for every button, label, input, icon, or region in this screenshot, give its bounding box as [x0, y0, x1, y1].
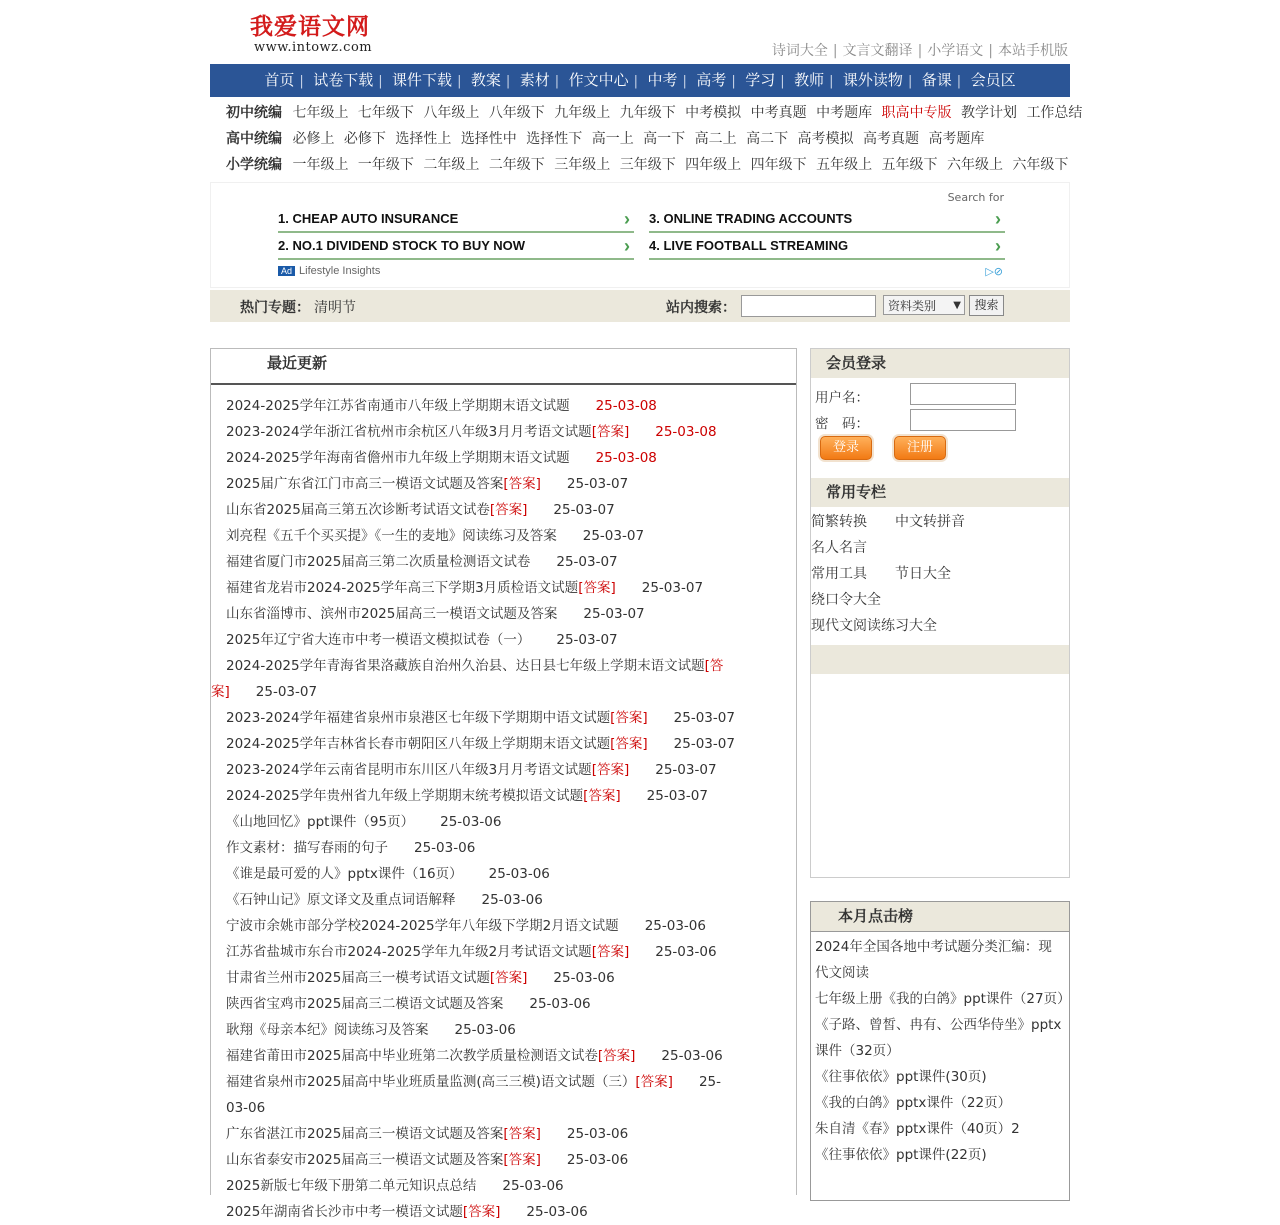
answer-link[interactable]: [答案] [610, 710, 648, 726]
hot-topic-link[interactable]: 清明节 [314, 300, 356, 316]
recent-item-title[interactable]: 2023-2024学年云南省昆明市东川区八年级3月月考语文试题 [226, 762, 592, 778]
recent-item [211, 523, 796, 549]
columns-row [811, 535, 1069, 561]
answer-link-text: 答案 [508, 476, 536, 492]
columns-list [811, 507, 1069, 645]
nav-divider: | [633, 74, 639, 89]
recent-item-title[interactable]: 江苏省盐城市东台市2024-2025学年九年级2月考试语文试题 [226, 944, 592, 960]
answer-link-text: 答案 [596, 424, 624, 440]
cat-link[interactable]: 四年级下 [750, 157, 807, 173]
divider: | [832, 43, 838, 59]
recent-list [211, 385, 796, 1225]
cat-link[interactable]: 二年级上 [423, 157, 480, 173]
recent-item [211, 1147, 796, 1173]
recent-item [211, 783, 796, 809]
answer-link[interactable]: [答案] [489, 502, 528, 518]
ad-sponsor[interactable]: Lifestyle Insights [299, 265, 381, 277]
password-input[interactable] [910, 409, 1016, 431]
cat-link[interactable]: 高考模拟 [797, 131, 854, 147]
recent-item-date: 25-03-06 [440, 814, 502, 830]
recent-item [211, 991, 796, 1017]
cat-link[interactable]: 一年级下 [357, 157, 414, 173]
search-input[interactable] [741, 295, 876, 317]
recent-item [211, 1043, 796, 1069]
nav-divider: | [956, 74, 962, 89]
right-sidebar [810, 348, 1071, 1163]
cat-link[interactable]: 高二上 [694, 131, 737, 147]
answer-link[interactable]: [答案] [503, 1126, 541, 1142]
recent-item [211, 497, 796, 523]
recent-item-title[interactable]: 2024-2025学年吉林省长春市朝阳区八年级上学期期末语文试题 [226, 736, 611, 752]
hot-topics-label: 热门专题： [240, 300, 310, 316]
recent-item-date: 25-03-06 [414, 840, 476, 856]
answer-link[interactable]: [答案] [489, 970, 528, 986]
recent-item-date: 25-03-07 [566, 476, 629, 492]
toplink-classical-translation[interactable]: 文言文翻译 [842, 43, 913, 59]
cat-link-highlight[interactable]: 职高中专版 [881, 105, 952, 121]
recent-item-date: 25-03-06 [644, 918, 706, 934]
recent-item-date: 25-03-07 [673, 710, 735, 726]
rank-title: 本月点击榜 [811, 902, 1069, 932]
rank-list [811, 932, 1069, 1168]
nav-lesson-plans[interactable]: 教案 [470, 71, 501, 89]
recent-item-title[interactable]: 福建省龙岩市2024-2025学年高三下学期3月质检语文试题 [226, 580, 579, 596]
nav-divider: | [731, 74, 736, 89]
cat-link[interactable]: 选择性下 [526, 131, 583, 147]
cat-link[interactable]: 五年级下 [881, 157, 938, 173]
recent-item-title[interactable]: 《石钟山记》原文译文及重点词语解释 [226, 892, 456, 908]
recent-item-date: 25-03-07 [556, 632, 618, 648]
nav-divider: | [829, 74, 834, 89]
recent-item [211, 653, 796, 705]
recent-item-date: 25-03-06 [454, 1022, 516, 1038]
recent-item-title[interactable]: 《山地回忆》ppt课件（95页） [226, 814, 415, 830]
recent-item-date: 25-03-06 [566, 1152, 629, 1168]
cat-head: 高中统编 [226, 131, 282, 147]
column-link[interactable]: 名人名言 [811, 540, 867, 556]
cat-row-junior [210, 100, 1083, 126]
recent-item [211, 835, 796, 861]
site-logo[interactable] [250, 8, 390, 60]
main-nav [210, 64, 1070, 97]
password-label: 密 码： [815, 416, 869, 432]
top-links [772, 40, 1068, 60]
answer-link[interactable]: [答案] [597, 1048, 636, 1064]
columns-title: 常用专栏 [811, 478, 1069, 507]
recent-item-date: 25-03-06 [502, 1178, 564, 1194]
recent-item-title[interactable]: 2024-2025学年青海省果洛藏族自治州久治县、达日县七年级上学期末语文试题 [226, 658, 705, 674]
column-link[interactable]: 中文转拼音 [895, 514, 965, 530]
recent-item-date: 25-03-07 [655, 762, 717, 778]
cat-link[interactable]: 高二下 [746, 131, 789, 147]
divider: | [988, 43, 993, 59]
cat-link[interactable]: 高一上 [591, 131, 634, 147]
column-link[interactable]: 常用工具 [811, 566, 867, 582]
nav-home[interactable]: 首页 [264, 71, 295, 89]
nav-divider: | [457, 74, 462, 89]
cat-link[interactable]: 三年级上 [554, 157, 611, 173]
recent-item [211, 731, 796, 757]
rank-item[interactable]: 七年级上册《我的白鸽》ppt课件（27页） [815, 991, 1071, 1007]
cat-link[interactable]: 七年级上 [292, 105, 349, 121]
cat-link[interactable]: 必修下 [343, 131, 386, 147]
recent-item-title[interactable]: 耿翔《母亲本纪》阅读练习及答案 [226, 1022, 429, 1038]
answer-link-text: 答案 [640, 1074, 668, 1090]
nav-courseware[interactable]: 课件下载 [392, 71, 453, 89]
recent-item-title[interactable]: 2024-2025学年海南省儋州市九年级上学期期末语文试题 [226, 450, 570, 466]
nav-study[interactable]: 学习 [745, 71, 776, 89]
answer-link[interactable]: [答案] [591, 762, 630, 778]
recent-item-title[interactable]: 2025年辽宁省大连市中考一模语文模拟试卷（一） [226, 632, 531, 648]
rank-item[interactable]: 朱自清《春》pptx课件（40页）2 [815, 1121, 1020, 1137]
recent-item-date: 25-03-07 [553, 502, 615, 518]
column-link[interactable]: 节日大全 [895, 566, 951, 582]
nav-divider: | [505, 74, 511, 89]
ad-link-text: 2. NO.1 DIVIDEND STOCK TO BUY NOW [278, 238, 526, 253]
cat-link[interactable]: 一年级上 [292, 157, 349, 173]
cat-link[interactable]: 必修上 [292, 131, 335, 147]
nav-divider: | [299, 74, 304, 89]
recent-item [211, 627, 796, 653]
recent-item [211, 1199, 796, 1225]
cat-link[interactable]: 选择性上 [395, 131, 452, 147]
ad-search-for: Search for [947, 191, 1004, 204]
answer-link-text: 答案 [603, 1048, 631, 1064]
recent-item-date: 25-03-06 [526, 1204, 588, 1220]
answer-link-text: 答案 [508, 1152, 536, 1168]
ad-footer [278, 265, 380, 277]
recent-item [211, 939, 796, 965]
recent-item-date: 25-03-06 [529, 996, 591, 1012]
recent-item [211, 913, 796, 939]
answer-link-text: 答案 [211, 658, 724, 700]
category-select[interactable] [883, 295, 965, 315]
empty-box-title [811, 645, 1069, 674]
cat-link[interactable]: 七年级下 [357, 105, 414, 121]
recent-item-title[interactable]: 作文素材：描写春雨的句子 [226, 840, 388, 856]
recent-item [211, 887, 796, 913]
recent-item-date: 25-03-07 [641, 580, 704, 596]
recent-item-title[interactable]: 广东省湛江市2025届高三一模语文试题及答案 [226, 1126, 504, 1142]
recent-item-date: 25-03-07 [646, 788, 708, 804]
recent-item [211, 393, 796, 419]
column-link[interactable]: 绕口令大全 [811, 592, 881, 608]
answer-link[interactable]: [答案] [610, 736, 648, 752]
answer-link[interactable]: [答案] [591, 424, 630, 440]
recent-item [211, 575, 796, 601]
recent-item-title[interactable]: 陕西省宝鸡市2025届高三二模语文试题及答案 [226, 996, 504, 1012]
recent-item [211, 757, 796, 783]
search-button[interactable]: 搜索 [969, 295, 1004, 316]
cat-link[interactable]: 中考模拟 [685, 105, 742, 121]
recent-item-title[interactable]: 2024-2025学年贵州省九年级上学期期末统考模拟语文试题 [226, 788, 584, 804]
nav-divider: | [554, 74, 560, 89]
rank-item[interactable]: 《子路、曾皙、冉有、公西华侍坐》pptx课件（32页） [815, 1017, 1062, 1059]
empty-box [811, 674, 1069, 877]
cat-link[interactable]: 五年级上 [816, 157, 873, 173]
recent-item [211, 965, 796, 991]
nav-teacher[interactable]: 教师 [794, 71, 825, 89]
nav-gaokao[interactable]: 高考 [696, 71, 727, 89]
answer-link-text: 答案 [495, 970, 523, 986]
recent-item-title[interactable]: 山东省2025届高三第五次诊断考试语文试卷 [226, 502, 490, 518]
toplink-primary[interactable]: 小学语文 [927, 43, 984, 59]
login-form [811, 378, 1069, 478]
chevron-right-icon: › [995, 236, 1001, 256]
logo-text: 我爱语文网 [250, 13, 370, 40]
cat-link[interactable]: 高考题库 [928, 131, 985, 147]
recent-item [211, 445, 796, 471]
logo-url: www.intowz.com [254, 40, 373, 55]
ad-link[interactable] [649, 207, 1005, 233]
recent-item-date: 25-03-06 [553, 970, 615, 986]
recent-item [211, 1121, 796, 1147]
answer-link-text: 答案 [495, 502, 523, 518]
cat-head: 小学统编 [226, 157, 282, 173]
cat-link[interactable]: 高一下 [643, 131, 686, 147]
recent-item-date: 25-03-07 [673, 736, 735, 752]
answer-link[interactable]: [答案] [635, 1074, 673, 1090]
cat-link[interactable]: 八年级上 [423, 105, 480, 121]
recent-item [211, 861, 796, 887]
cat-link[interactable]: 选择性中 [460, 131, 517, 147]
cat-row-primary [210, 152, 1070, 178]
recent-item-title[interactable]: 福建省泉州市2025届高中毕业班质量监测(高三三模)语文试题（三） [226, 1074, 636, 1090]
recent-item-date: 25-03-08 [655, 424, 717, 440]
recent-item-date: 25-03-07 [255, 684, 318, 700]
cat-link[interactable]: 八年级下 [488, 105, 545, 121]
recent-item-title[interactable]: 2023-2024学年福建省泉州市泉港区七年级下学期期中语文试题 [226, 710, 611, 726]
cat-link[interactable]: 六年级上 [946, 157, 1003, 173]
recent-item-title[interactable]: 甘肃省兰州市2025届高三一模考试语文试题 [226, 970, 490, 986]
recent-item-title[interactable]: 福建省厦门市2025届高三第二次质量检测语文试卷 [226, 554, 531, 570]
rank-item[interactable]: 《往事依依》ppt课件(22页) [815, 1147, 987, 1163]
recent-item-date: 25-03-06 [566, 1126, 629, 1142]
cat-link[interactable]: 中考题库 [816, 105, 873, 121]
column-link[interactable]: 简繁转换 [811, 514, 867, 530]
recent-item [211, 601, 796, 627]
recent-item-date: 25-03-06 [226, 1074, 722, 1116]
answer-link[interactable]: [答案] [503, 476, 541, 492]
register-button[interactable]: 注册 [894, 436, 946, 460]
column-link[interactable]: 现代文阅读练习大全 [811, 618, 937, 634]
ad-badge: Ad [278, 266, 295, 276]
nav-divider: | [378, 74, 383, 89]
ad-link[interactable] [278, 207, 634, 233]
recent-item-title[interactable]: 2025届广东省江门市高三一模语文试题及答案 [226, 476, 504, 492]
cat-head: 初中统编 [226, 105, 282, 121]
recent-item-title[interactable]: 山东省淄博市、滨州市2025届高三一模语文试题及答案 [226, 606, 558, 622]
columns-row [811, 561, 1069, 587]
category-select-value: 资料类别 [888, 299, 937, 313]
monthly-rank-box [810, 901, 1070, 1201]
login-button[interactable]: 登录 [820, 436, 872, 460]
recent-item-date: 25-03-06 [481, 892, 543, 908]
ad-choices-icon[interactable]: ▷⊘ [985, 265, 1003, 278]
recent-item-title[interactable]: 《谁是最可爱的人》pptx课件（16页） [226, 866, 463, 882]
rank-item[interactable]: 《我的白鸽》pptx课件（22页） [815, 1095, 1012, 1111]
ad-link-text: 3. ONLINE TRADING ACCOUNTS [649, 211, 853, 226]
answer-link[interactable]: [答案] [591, 944, 630, 960]
answer-link[interactable]: [答案] [503, 1152, 541, 1168]
ad-link[interactable] [278, 234, 634, 260]
recent-item [211, 1069, 796, 1121]
recent-item-date: 25-03-07 [583, 606, 645, 622]
answer-link-text: 答案 [468, 1204, 496, 1220]
answer-link-text: 答案 [615, 710, 643, 726]
cat-row-senior [210, 126, 1070, 152]
hot-search-bar [210, 290, 1070, 322]
recent-item [211, 705, 796, 731]
username-input[interactable] [910, 383, 1016, 405]
answer-link-text: 答案 [615, 736, 643, 752]
rank-item[interactable]: 《往事依依》ppt课件(30页) [815, 1069, 987, 1085]
recent-item-title[interactable]: 2025年湖南省长沙市中考一模语文试题 [226, 1204, 463, 1220]
ad-link-text: 1. CHEAP AUTO INSURANCE [278, 211, 459, 226]
recent-item [211, 1173, 796, 1199]
cat-link[interactable]: 六年级下 [1012, 157, 1069, 173]
login-title: 会员登录 [811, 349, 1069, 378]
chevron-right-icon: › [624, 236, 630, 256]
chevron-right-icon: › [624, 209, 630, 229]
panel-title: 最近更新 [211, 349, 796, 385]
nav-composition[interactable]: 作文中心 [568, 71, 629, 89]
nav-divider: | [682, 74, 687, 89]
ad-link-text: 4. LIVE FOOTBALL STREAMING [649, 238, 849, 253]
recent-item-title[interactable]: 2025新版七年级下册第二单元知识点总结 [226, 1178, 477, 1194]
nav-members[interactable]: 会员区 [970, 71, 1016, 89]
cat-link[interactable]: 九年级上 [554, 105, 611, 121]
recent-item-title[interactable]: 宁波市余姚市部分学校2024-2025学年八年级下学期2月语文试题 [226, 918, 619, 934]
recent-updates-panel [210, 348, 797, 1220]
nav-divider: | [780, 74, 785, 89]
recent-item [211, 809, 796, 835]
recent-item-title[interactable]: 福建省莆田市2025届高中毕业班第二次教学质量检测语文试卷 [226, 1048, 598, 1064]
answer-link[interactable]: [答案] [211, 658, 724, 700]
recent-item-date: 25-03-06 [661, 1048, 723, 1064]
nav-extra-reading[interactable]: 课外读物 [842, 71, 903, 89]
chevron-right-icon: › [995, 209, 1001, 229]
recent-item [211, 1017, 796, 1043]
recent-item-title[interactable]: 2024-2025学年江苏省南通市八年级上学期期末语文试题 [226, 398, 570, 414]
recent-item-date: 25-03-08 [595, 398, 657, 414]
divider: | [917, 43, 923, 59]
recent-item-title[interactable]: 山东省泰安市2025届高三一模语文试题及答案 [226, 1152, 504, 1168]
category-links [210, 100, 1083, 178]
recent-item-title[interactable]: 2023-2024学年浙江省杭州市余杭区八年级3月月考语文试题 [226, 424, 592, 440]
cat-link[interactable]: 九年级下 [619, 105, 676, 121]
answer-link[interactable]: [答案] [578, 580, 616, 596]
site-search-label: 站内搜索： [666, 300, 736, 316]
recent-item-date: 25-03-06 [488, 866, 550, 882]
columns-row [811, 613, 1069, 639]
answer-link-text: 答案 [508, 1126, 536, 1142]
answer-link-text: 答案 [583, 580, 611, 596]
recent-item [211, 419, 796, 445]
recent-item-title[interactable]: 刘亮程《五千个买买提》《一生的麦地》阅读练习及答案 [226, 528, 557, 544]
recent-item [211, 471, 796, 497]
recent-item-date: 25-03-08 [595, 450, 657, 466]
ad-banner [210, 182, 1070, 288]
username-label: 用户名： [815, 390, 869, 406]
columns-row [811, 509, 1069, 535]
cat-link[interactable]: 工作总结 [1026, 105, 1083, 121]
nav-prep[interactable]: 备课 [921, 71, 952, 89]
answer-link-text: 答案 [596, 944, 624, 960]
answer-link-text: 答案 [588, 788, 616, 804]
answer-link[interactable]: [答案] [583, 788, 621, 804]
ad-link[interactable] [649, 234, 1005, 260]
toplink-poems[interactable]: 诗词大全 [771, 43, 828, 59]
cat-link[interactable]: 教学计划 [960, 105, 1017, 121]
answer-link[interactable]: [答案] [462, 1204, 501, 1220]
answer-link-text: 答案 [596, 762, 624, 778]
cat-link[interactable]: 四年级上 [685, 157, 742, 173]
nav-materials[interactable]: 素材 [519, 71, 550, 89]
cat-link[interactable]: 三年级下 [619, 157, 676, 173]
rank-item[interactable]: 2024年全国各地中考试题分类汇编：现代文阅读 [815, 939, 1052, 981]
login-box [810, 348, 1070, 878]
columns-row [811, 587, 1069, 613]
cat-link[interactable]: 高考真题 [862, 131, 919, 147]
chevron-down-icon: ▼ [953, 300, 961, 311]
recent-item-date: 25-03-07 [582, 528, 645, 544]
nav-papers[interactable]: 试卷下载 [313, 71, 374, 89]
nav-zhongkao[interactable]: 中考 [647, 71, 678, 89]
recent-item [211, 549, 796, 575]
nav-divider: | [907, 74, 913, 89]
cat-link[interactable]: 中考真题 [750, 105, 807, 121]
cat-link[interactable]: 二年级下 [488, 157, 545, 173]
recent-item-date: 25-03-06 [655, 944, 717, 960]
toplink-mobile[interactable]: 本站手机版 [998, 43, 1068, 59]
recent-item-date: 25-03-07 [556, 554, 618, 570]
